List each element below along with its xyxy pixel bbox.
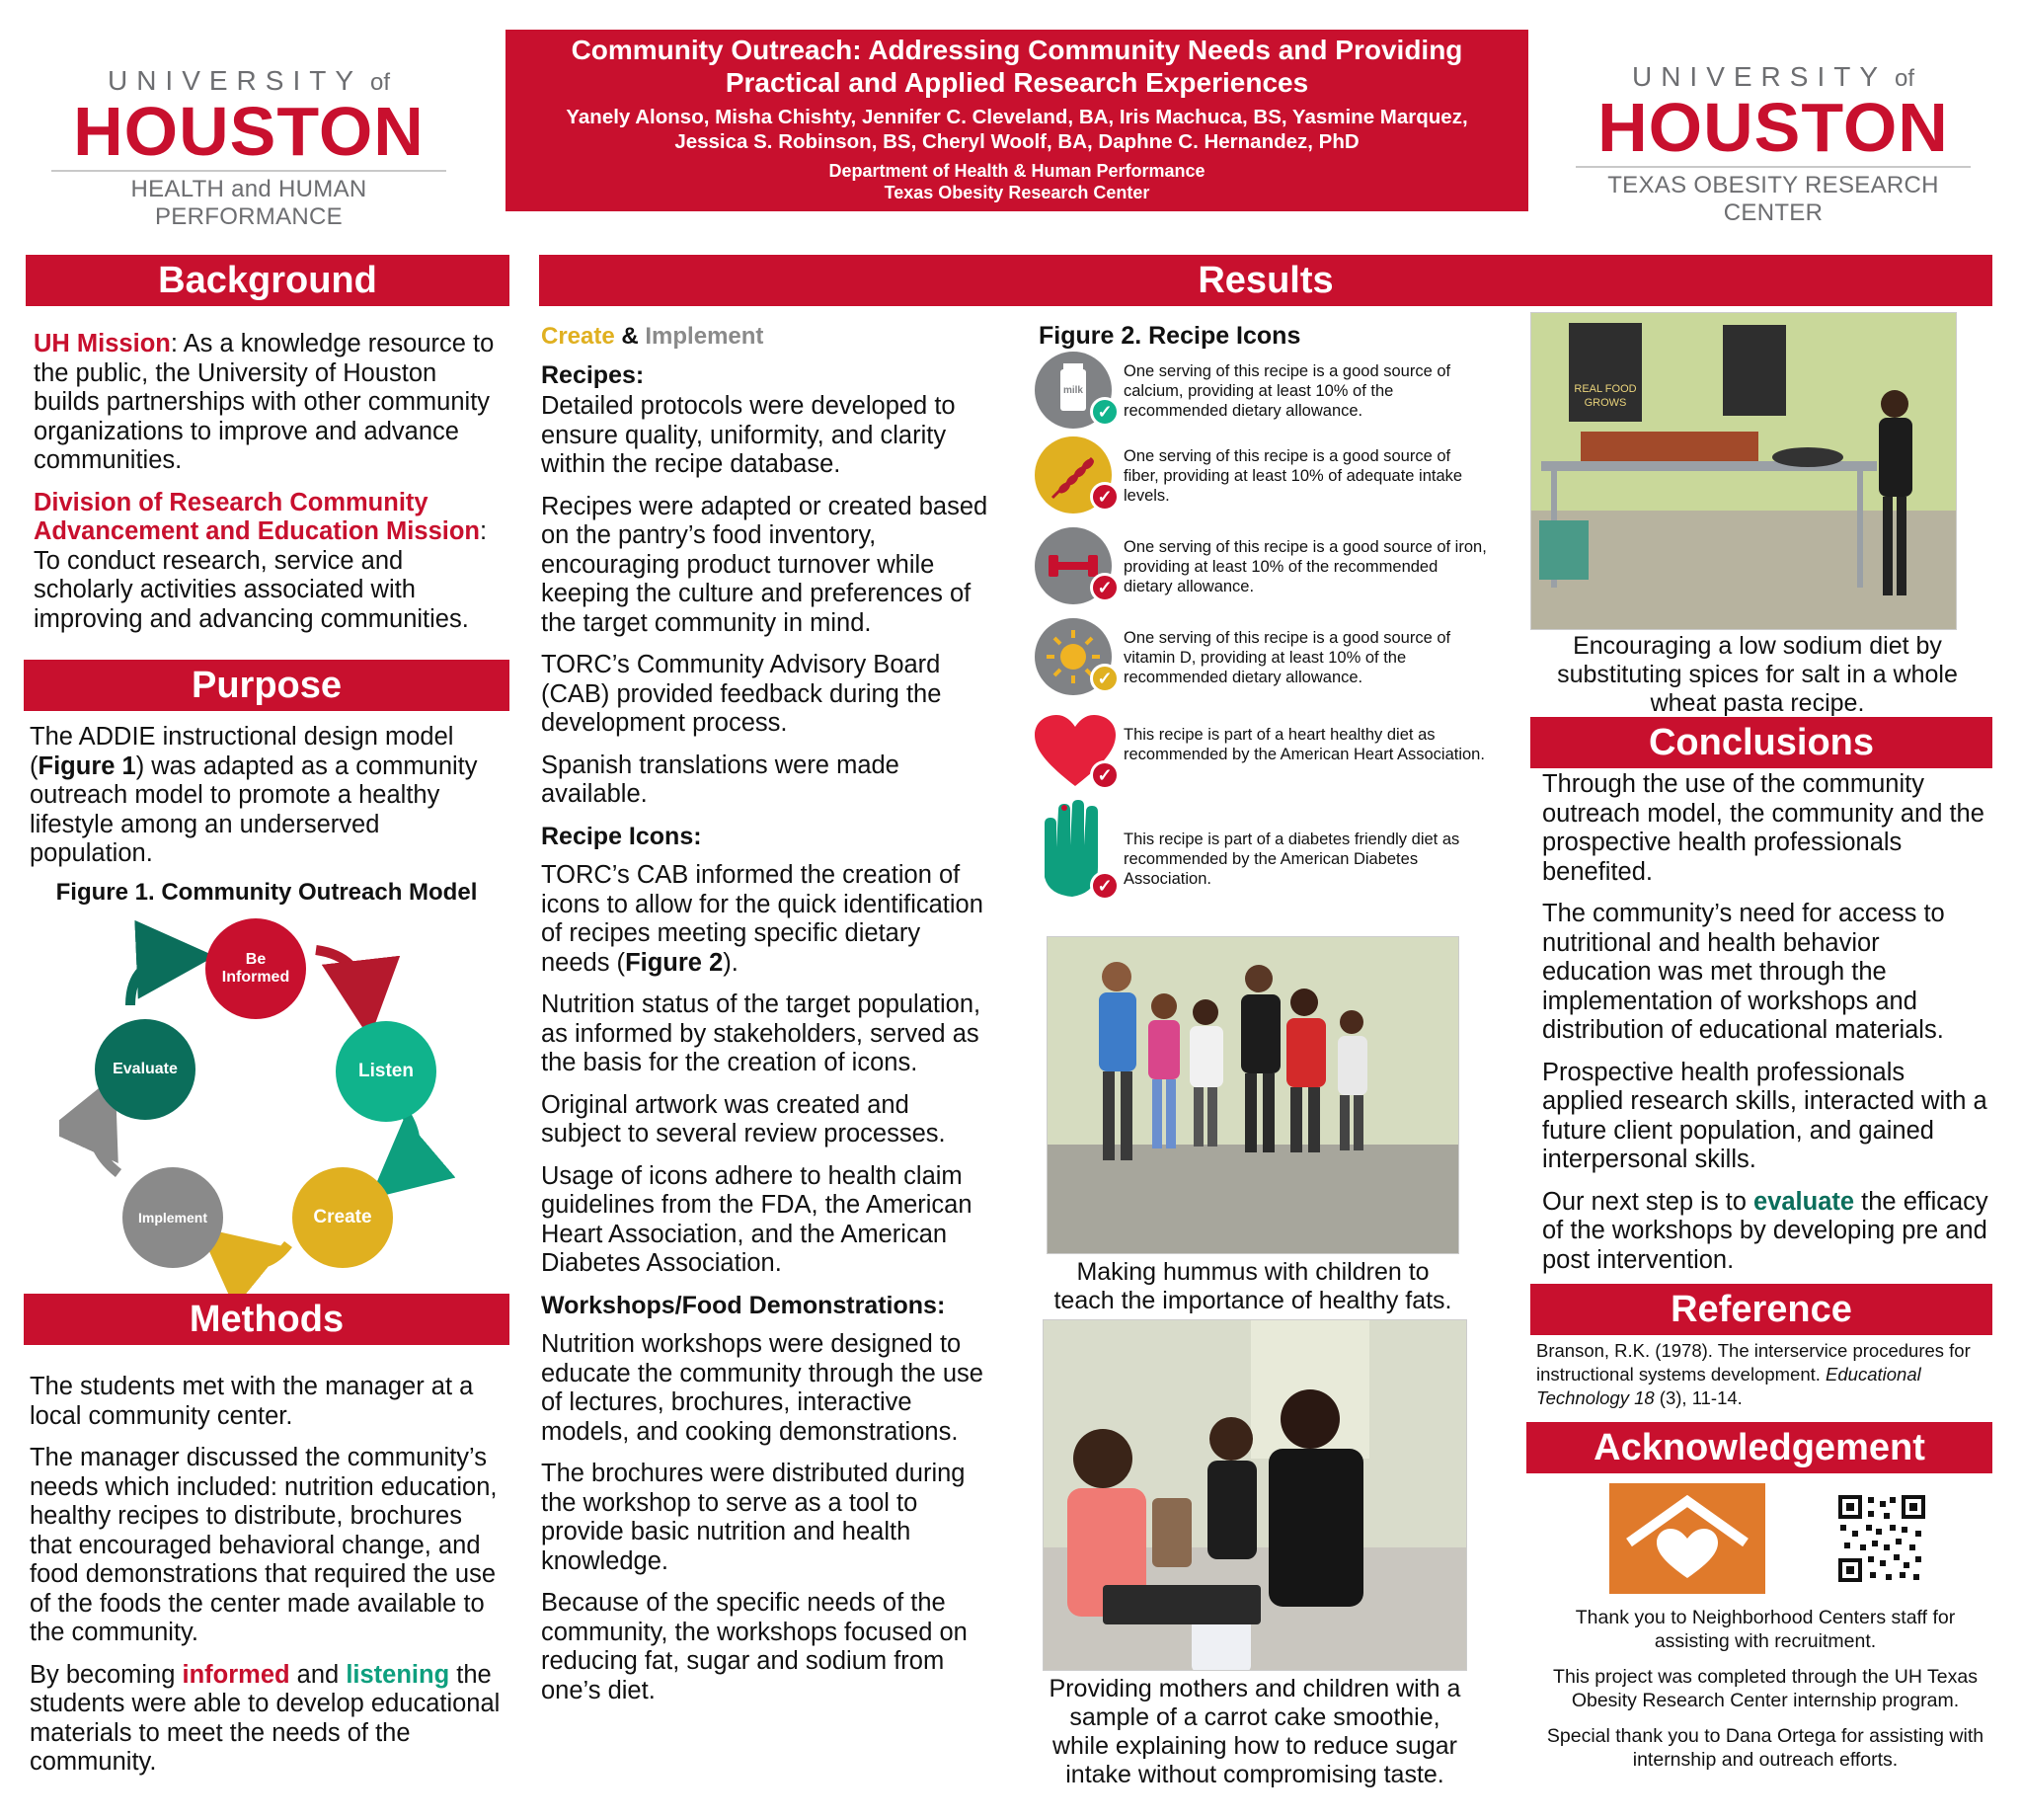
division-mission: Division of Research Community Advancement and Education Mission: To conduct research, service and scholarly activities associated with improving and advancing communities. (34, 488, 488, 633)
poster-authors: Yanely Alonso, Misha Chishty, Jennifer C. Cleveland, BA, Iris Machuca, BS, Yasmine Marquez, Jessica S. Robinson, BS, Cheryl Woolf, BA, Daphne C. Hernandez, PhD (566, 106, 1468, 153)
check-icon: ✓ (1090, 871, 1120, 901)
methods-heading: Methods (24, 1294, 509, 1345)
arrow-listen-to-create (400, 1116, 416, 1173)
acknowledgement-text: Thank you to Neighborhood Centers staff for assisting with recruitment. This project was completed through the UH Texas Obesity Research Center internship program. Special thank you to Dana Ortega for assisting with internship and outreach efforts. (1546, 1607, 1984, 1771)
methods-p2: The manager discussed the community’s needs which included: nutrition education, healthy recipes to distribute, brochures that encouraged behavioral change, and food demonstrations that required the use of the foods the center made available to the community. (30, 1444, 498, 1646)
node-implement: Implement (122, 1167, 223, 1268)
photo-low-sodium-demo (1530, 312, 1957, 630)
background-section (34, 330, 507, 647)
photo-hummus-children (1047, 936, 1459, 1254)
photo-smoothie-demo (1043, 1319, 1467, 1671)
logo-health-human-performance: UNIVERSITY of HOUSTON HEALTH and HUMAN PERFORMANCE (51, 65, 446, 231)
methods-p3: By becoming informed and listening the students were able to develop educational materials to meet the needs of the community. (30, 1660, 501, 1776)
milk-icon-label: milk (1062, 385, 1084, 396)
reference-text: Branson, R.K. (1978). The interservice procedures for instructional systems development. Educational Technology 18 (3), 11-14. (1536, 1340, 1971, 1408)
node-create: Create (292, 1167, 393, 1268)
caption-hummus: Making hummus with children to teach the importance of healthy fats. (1053, 1258, 1452, 1314)
check-icon: ✓ (1090, 664, 1120, 693)
icon-row-iron: ✓ One serving of this recipe is a good source of iron, providing at least 10% of the recommended dietary allowance. (1035, 527, 1489, 606)
caption-low-sodium: Encouraging a low sodium diet by substituting spices for salt in a whole wheat pasta recipe. (1557, 632, 1958, 717)
poster-label-1: REAL FOOD (1574, 383, 1637, 395)
check-icon: ✓ (1090, 573, 1120, 602)
icon-row-heart: ✓ This recipe is part of a heart healthy diet as recommended by the American Heart Association. (1035, 715, 1489, 794)
acknowledgement-heading: Acknowledgement (1526, 1422, 1992, 1473)
icon-row-diabetes: ✓ This recipe is part of a diabetes friendly diet as recommended by the American Diabetes Association. (1035, 798, 1489, 907)
caption-smoothie: Providing mothers and children with a sample of a carrot cake smoothie, while explaining how to reduce sugar intake without compromising taste. (1049, 1675, 1461, 1788)
check-icon: ✓ (1090, 397, 1120, 427)
icon-row-fiber: ✓ One serving of this recipe is a good source of fiber, providing at least 10% of adequate intake levels. (1035, 436, 1489, 515)
arrow-create-to-implement (229, 1244, 288, 1264)
neighborhood-centers-logo (1609, 1483, 1765, 1594)
uh-mission: UH Mission: As a knowledge resource to the public, the University of Houston builds partnerships with other community organizations to improve and advance communities. (34, 330, 495, 474)
results-heading: Results (539, 255, 1992, 306)
icon-row-vitamin-d: ✓ One serving of this recipe is a good source of vitamin D, providing at least 10% of the recommended dietary allowance. (1035, 618, 1489, 697)
create-implement-label: Create & Implement (541, 323, 764, 350)
conclusions-heading: Conclusions (1530, 717, 1992, 768)
poster-label-2: GROWS (1584, 397, 1627, 409)
conclusions-section: Through the use of the community outreach model, the community and the prospective health professionals benefited. The community’s need for access to nutritional and health behavior education was met through the implementation of workshops and distribution of educational materials. Prospective health professionals applied research skills, interacted with a future client population, and gained interpersonal skills. Our next step is to evaluate the efficacy of the workshops by developing pre and post intervention. (1542, 770, 1988, 1274)
workshops-heading: Workshops/Food Demonstrations: (541, 1291, 946, 1319)
icon-row-calcium: milk ✓ One serving of this recipe is a good source of calcium, providing at least 10% of the recommended dietary allowance. (1035, 352, 1489, 431)
community-outreach-model (59, 909, 474, 1294)
figure2-title: Figure 2. Recipe Icons (1039, 322, 1301, 350)
purpose-text: The ADDIE instructional design model (Figure 1) was adapted as a community outreach model to promote a healthy lifestyle among an underserved population. (30, 723, 478, 867)
check-icon: ✓ (1090, 482, 1120, 512)
figure1-title: Figure 1. Community Outreach Model (55, 879, 478, 906)
recipes-heading: Recipes: (541, 360, 645, 389)
poster-title: Community Outreach: Addressing Community Needs and Providing Practical and Applied Research Experiences (571, 35, 1463, 98)
methods-section (30, 1373, 507, 1790)
background-heading: Background (26, 255, 509, 306)
arrow-implement-to-evaluate (94, 1111, 118, 1173)
arrow-evaluate-to-informed (130, 958, 176, 1005)
logo-texas-obesity-research-center: UNIVERSITY of HOUSTON TEXAS OBESITY RESEARCH CENTER (1576, 61, 1971, 227)
title-banner (506, 30, 1528, 211)
check-icon: ✓ (1090, 760, 1120, 790)
reference-heading: Reference (1530, 1284, 1992, 1335)
methods-p1: The students met with the manager at a local community center. (30, 1373, 474, 1430)
node-evaluate: Evaluate (95, 1019, 195, 1120)
arrow-informed-to-listen (316, 950, 365, 999)
poster-department: Department of Health & Human Performance Texas Obesity Research Center (828, 161, 1205, 202)
purpose-heading: Purpose (24, 660, 509, 711)
qr-code (1838, 1495, 1925, 1582)
node-listen: Listen (336, 1021, 436, 1122)
results-text-column: Create & Implement Recipes: Detailed protocols were developed to ensure quality, uniformity, and clarity within the recipe database. Recipes were adapted or created based on the pantry’s food inventory, encouraging product turnover while keeping the culture and preferences of the target community in mind. TORC’s Community Advisory Board (CAB) provided feedback during the development process. Spanish translations were made available. Recipe Icons: TORC’s CAB informed the creation of icons to allow for the quick identification of recipes meeting specific dietary needs (Figure 2). Nutrition status of the target population, as informed by stakeholders, served as the basis for the creation of icons. Original artwork was created and subject to several review processes. Usage of icons adhere to health claim guidelines from the FDA, the American Heart Association, and the American Diabetes Association. Workshops/Food Demonstrations: Nutrition workshops were designed to educate the community through the use of lectures, brochures, interactive models, and cooking demonstrations. The brochures were distributed during the workshop to serve as a tool to provide basic nutrition and health knowledge. Because of the specific needs of the community, the workshops focused on reducing fat, sugar and sodium from one’s diet. (541, 322, 991, 1718)
recipe-icons-heading: Recipe Icons: (541, 822, 702, 850)
node-be-informed: Be Informed (205, 918, 306, 1019)
